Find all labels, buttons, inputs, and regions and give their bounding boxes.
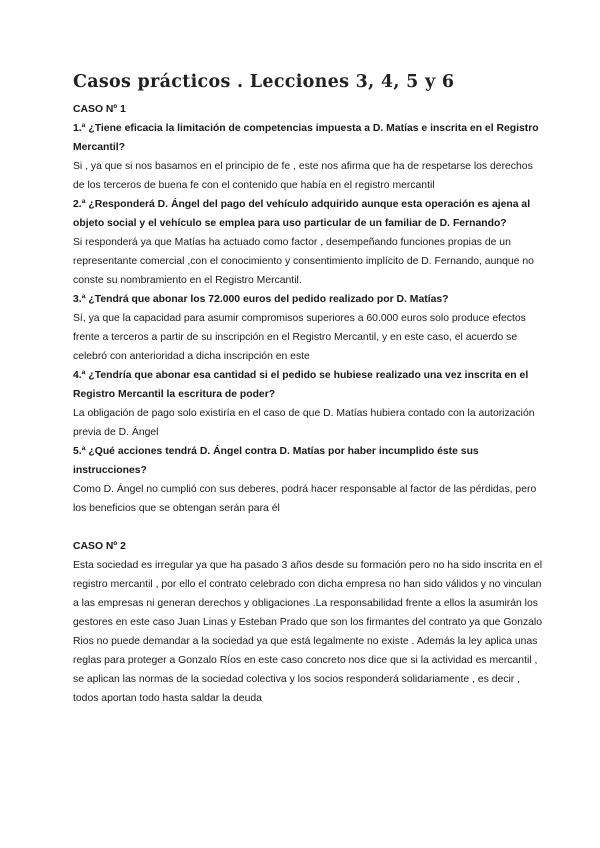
answer-4: La obligación de pago solo existiría en el caso de que D. Matías hubiera contado con la autorización previa de D. Ángel — [73, 408, 535, 438]
answer-5: Como D. Ángel no cumplió con sus deberes, podrá hacer responsable al factor de las pérdidas, pero los beneficios que se obtengan serán para él — [73, 484, 537, 514]
case-2-heading: CASO Nº 2 — [73, 541, 126, 552]
case-1-heading: CASO Nº 1 — [73, 104, 126, 115]
case-2-text: Esta sociedad es irregular ya que ha pasado 3 años desde su formación pero no ha sido inscrita en el registro mercantil , por ello el contrato celebrado con dicha empresa no han sido válidos y no vinculan a las empresas ni generan derechos y obligaciones .La responsabilidad frente a ellos la asumirán los gestores en este caso Juan Linas y Esteban Prado que son los firmantes del contrato ya que Gonzalo Rios no puede demandar a la sociedad ya que está legalmente no existe . Además la ley aplica unas reglas para proteger a Gonzalo Ríos en este caso concreto nos dice que si la actividad es mercantil , se aplican las normas de la sociedad colectiva y los socios responderá solidariamente , es decir , todos aportan todo hasta saldar la deuda — [73, 560, 543, 704]
question-5: 5.ª ¿Qué acciones tendrá D. Ángel contra D. Matías por haber incumplido éste sus instrucciones? — [73, 446, 479, 476]
answer-2: Si responderá ya que Matías ha actuado como factor , desempeñando funciones propias de un representante comercial ,con el conocimiento y consentimiento implícito de D. Fernando, aunque no conste su nombramiento en el Registro Mercantil. — [73, 237, 534, 286]
document-content — [73, 70, 543, 708]
section-spacer — [73, 518, 543, 537]
document-title: Casos prácticos . Lecciones 3, 4, 5 y 6 — [73, 72, 455, 92]
question-1: 1.ª ¿Tiene eficacia la limitación de competencias impuesta a D. Matías e inscrita en el Registro Mercantil? — [73, 123, 539, 153]
question-4: 4.ª ¿Tendría que abonar esa cantidad si el pedido se hubiese realizado una vez inscrita en el Registro Mercantil la escritura de poder? — [73, 370, 529, 400]
answer-1: Si , ya que si nos basamos en el principio de fe , este nos afirma que ha de respetarse los derechos de los terceros de buena fe con el contenido que había en el registro mercantil — [73, 161, 533, 191]
question-3: 3.ª ¿Tendrá que abonar los 72.000 euros del pedido realizado por D. Matías? — [73, 294, 449, 305]
answer-3: Sí, ya que la capacidad para asumir compromisos superiores a 60.000 euros solo produce efectos frente a terceros a partir de su inscripción en el Registro Mercantil, y en este caso, el acuerdo se celebró con anterioridad a dicha inscripción en este — [73, 313, 526, 362]
question-2: 2.ª ¿Responderá D. Ángel del pago del vehículo adquirido aunque esta operación es ajena al objeto social y el vehículo se emplea para uso particular de un familiar de D. Fernando? — [73, 199, 531, 229]
